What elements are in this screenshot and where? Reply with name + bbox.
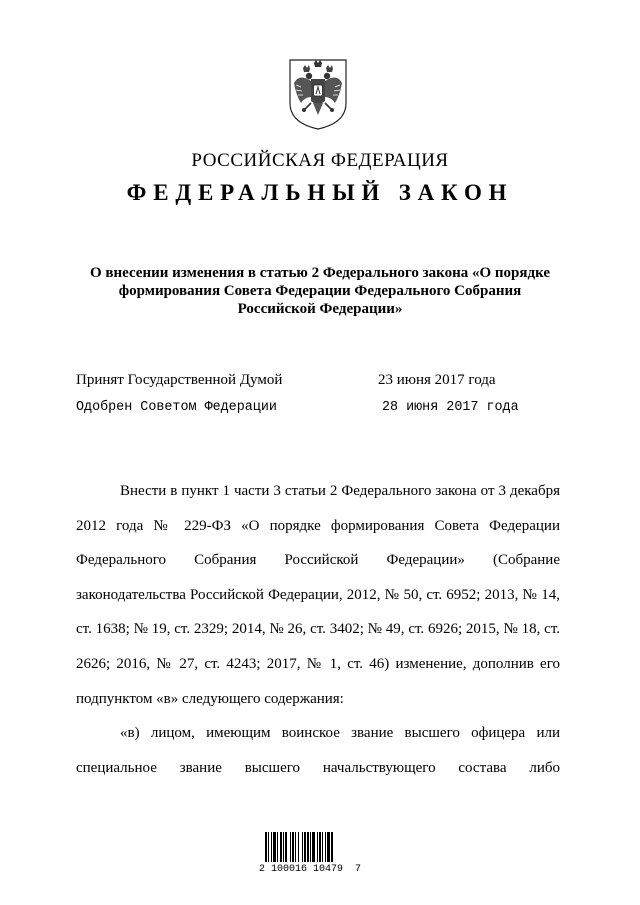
barcode-bar	[283, 832, 284, 862]
barcode-bar	[312, 832, 315, 862]
barcode-bar	[331, 832, 333, 862]
barcode-bar	[265, 832, 267, 862]
body-paragraph: Внести в пункт 1 части 3 статьи 2 Федерального закона от 3 декабря 2012 года № 229-ФЗ «О порядке формирования Совета Федерации Федерального Собрания Российской Федерации» (Собрание законодательства Российской Федерации, 2012, № 50, ст. 6952; 2013, № 14, ст. 1638; № 19, ст. 2329; 2014, № 26, ст. 3402; № 49, ст. 6926; 2015, № 18, ст. 2626; 2016, № 27, ст. 4243; 2017, № 1, ст. 46) изменение, дополнив его подпунктом «в» следующего содержания:	[76, 483, 560, 707]
barcode-bar	[273, 832, 276, 862]
barcode-bar	[307, 832, 309, 862]
barcode-bar	[280, 832, 282, 862]
barcode-bar	[271, 832, 272, 862]
law-title-line: О внесении изменения в статью 2 Федерального закона «О порядке	[89, 265, 551, 281]
barcode-bar	[302, 832, 303, 862]
barcode-bar	[310, 832, 311, 862]
law-body	[76, 474, 560, 785]
country-name: РОССИЙСКАЯ ФЕДЕРАЦИЯ	[191, 150, 449, 171]
body-paragraph: «в) лицом, имеющим воинское звание высшего офицера или специальное звание высшего начальствующего состава либо	[76, 725, 560, 776]
barcode-bar	[292, 832, 294, 862]
barcode-bar	[268, 832, 269, 862]
barcode-bar	[327, 832, 330, 862]
duma-adoption-label: Принят Государственной Думой	[76, 372, 283, 388]
barcode-bar	[285, 832, 287, 862]
law-title-line: формирования Совета Федерации Федерального Собрания	[118, 283, 522, 299]
adoption-council-row	[76, 400, 576, 420]
duma-adoption-date: 23 июня 2017 года	[378, 372, 496, 388]
barcode-bar	[322, 832, 323, 862]
barcode-number: 2 100016 10479 7	[259, 864, 362, 875]
council-approval-date: 28 июня 2017 года	[382, 400, 519, 415]
barcode-bar	[325, 832, 326, 862]
adoption-duma-row	[76, 372, 576, 392]
law-title-line: Российской Федерации»	[237, 301, 403, 317]
barcode-bar	[277, 832, 278, 862]
barcode-bar	[319, 832, 321, 862]
barcode-bar	[290, 832, 291, 862]
document-type: ФЕДЕРАЛЬНЫЙ ЗАКОН	[126, 180, 514, 205]
barcode-bar	[304, 832, 306, 862]
barcode-bar	[317, 832, 318, 862]
council-approval-label: Одобрен Советом Федерации	[76, 400, 277, 415]
barcode-bar	[295, 832, 296, 862]
law-title	[60, 264, 580, 318]
barcode-bar	[298, 832, 299, 862]
coat-of-arms-icon	[287, 57, 349, 131]
